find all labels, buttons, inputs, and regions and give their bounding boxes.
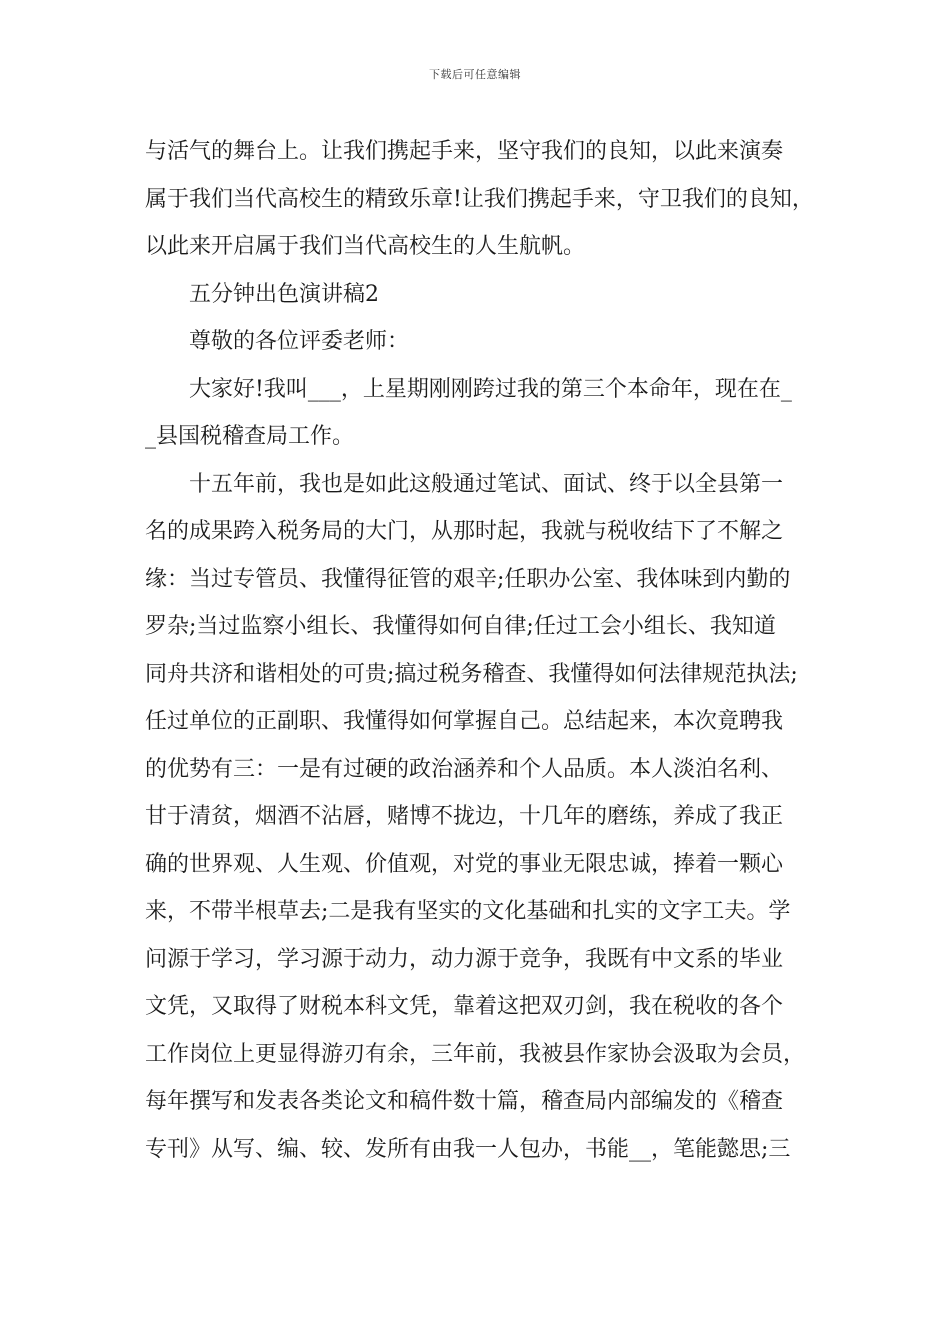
text-line: 文凭，又取得了财税本科文凭，靠着这把双刃剑，我在税收的各个 bbox=[145, 994, 784, 1019]
text-line: 来，不带半根草去;二是我有坚实的文化基础和扎实的文字工夫。学 bbox=[145, 899, 791, 924]
text-line: 专刊》从写、编、较、发所有由我一人包办，书能__，笔能懿思;三 bbox=[145, 1136, 791, 1162]
text-line: 每年撰写和发表各类论文和稿件数十篇，稽查局内部编发的《稽查 bbox=[145, 1089, 784, 1114]
text-line: 五分钟出色演讲稿2 bbox=[189, 281, 379, 307]
text-line: 甘于清贫，烟酒不沾唇，赌博不拢边，十几年的磨练，养成了我正 bbox=[145, 804, 784, 829]
text-line: 确的世界观、人生观、价值观，对党的事业无限忠诚，捧着一颗心 bbox=[145, 851, 784, 877]
text-line: 十五年前，我也是如此这般通过笔试、面试、终于以全县第一 bbox=[189, 471, 784, 497]
page-header: 下载后可任意编辑 bbox=[429, 68, 521, 81]
text-line: 工作岗位上更显得游刃有余，三年前，我被县作家协会汲取为会员， bbox=[145, 1041, 806, 1067]
text-line: 尊敬的各位评委老师： bbox=[189, 329, 410, 354]
text-line: 的优势有三：一是有过硬的政治涵养和个人品质。本人淡泊名利、 bbox=[145, 756, 784, 782]
text-line: 任过单位的正副职、我懂得如何掌握自己。总结起来，本次竟聘我 bbox=[145, 709, 784, 734]
text-line: 罗杂;当过监察小组长、我懂得如何自律;任过工会小组长、我知道 bbox=[145, 614, 776, 639]
text-line: 属于我们当代高校生的精致乐章!让我们携起手来，守卫我们的良知， bbox=[145, 186, 814, 212]
text-line: 同舟共济和谐相处的可贵;搞过税务稽查、我懂得如何法律规范执法; bbox=[145, 661, 798, 687]
text-line: 以此来开启属于我们当代高校生的人生航帆。 bbox=[145, 234, 586, 259]
document-body bbox=[145, 128, 825, 1173]
text-line: _县国税稽查局工作。 bbox=[145, 424, 355, 449]
text-line: 缘：当过专管员、我懂得征管的艰辛;任职办公室、我体味到内勤的 bbox=[145, 566, 791, 592]
text-line: 与活气的舞台上。让我们携起手来，坚守我们的良知，以此来演奏 bbox=[145, 139, 784, 164]
text-line: 问源于学习，学习源于动力，动力源于竞争，我既有中文系的毕业 bbox=[145, 946, 784, 972]
text-line: 大家好!我叫___，上星期刚刚跨过我的第三个本命年，现在在_ bbox=[189, 376, 792, 402]
text-line: 名的成果跨入税务局的大门，从那时起，我就与税收结下了不解之 bbox=[145, 519, 784, 544]
